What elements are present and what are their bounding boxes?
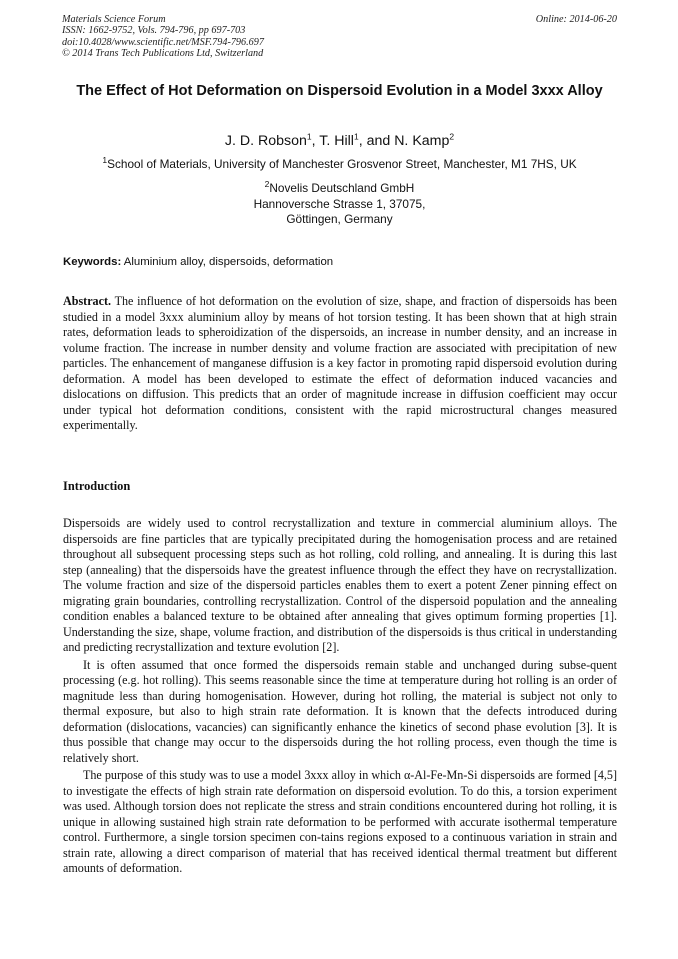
issn-line: ISSN: 1662-9752, Vols. 794-796, pp 697-703 [62, 25, 246, 37]
author-name: N. Kamp [394, 133, 450, 149]
doi-line: doi:10.4028/www.scientific.net/MSF.794-796.697 [62, 36, 264, 48]
affiliation-mark: 1 [102, 155, 108, 166]
keywords [63, 255, 618, 270]
author-name: J. D. Robson [224, 133, 307, 149]
section-heading-introduction: Introduction [63, 479, 131, 493]
author-separator: , [311, 133, 320, 149]
paper-title: The Effect of Hot Deformation on Dispersoid Evolution in a Model 3xxx Alloy [76, 83, 603, 99]
journal-name: Materials Science Forum [62, 14, 166, 25]
author-affiliation-mark: 1 [353, 131, 359, 142]
abstract-text: The influence of hot deformation on the evolution of size, shape, and fraction of dispersoids has been studied in a model 3xxx aluminium alloy by means of hot torsion testing. It has been shown that at high strain rates, deformation leads to spheroidization of the dispersoids, an increase in number density, and an increase in volume fraction. The increase in number density and volume fraction are associated with precipitation of new particles. The enhancement of manganese diffusion is a key factor in promoting rapid dispersoid evolution during deformation. A model has been developed to estimate the effect of deformation induced vacancies and dislocations on diffusion. This predicts that an order of magnitude increase in diffusion coefficient may occur under typical hot deformation conditions, consistent with the rapid microstructural changes measured experimentally. [63, 294, 617, 432]
affiliation-mark: 2 [264, 179, 270, 190]
author-affiliation-mark: 1 [306, 131, 312, 142]
abstract [63, 294, 617, 434]
intro-paragraph-2: It is often assumed that once formed the dispersoids remain stable and unchanged during subse-quent processing (e.g. hot rolling). This seems reasonable since the time at temperature during hot rolling is an order of magnitude less than during homogenisation. However, during hot rolling, the material is subject not only to thermal exposure, but also to high strain rate deformation. It is known that the defects introduced during deformation (dislocations, vacancies) can significantly enhance the kinetics of second phase evolution [3]. It is thus possible that change may occur to the dispersoids during the hot rolling process, even though the time is relatively short. [63, 657, 617, 765]
author-list [62, 132, 617, 150]
online-date: Online: 2014-06-20 [535, 14, 617, 25]
affiliation-text: School of Materials, University of Manchester Grosvenor Street, Manchester, M1 7HS, UK [107, 157, 577, 171]
affiliation-street: Hannoversche Strasse 1, 37075, [253, 196, 426, 211]
intro-paragraph-3: The purpose of this study was to use a model 3xxx alloy in which α-Al-Fe-Mn-Si dispersoids are formed [4,5] to investigate the effects of high strain rate deformation on dispersoid evolution. To do this, a torsion experiment was used. Although torsion does not replicate the stress and strain conditions encountered during hot rolling, it is unique in allowing sustained high strain rate deformation to be performed with accurate isothermal temperature control. Furthermore, a single torsion specimen con-tains regions exposed to a continuous variation in strain and strain rate, allowing a direct comparison of material that has received identical thermal treatment but different amounts of deformation. [63, 768, 617, 875]
intro-paragraph-1: Dispersoids are widely used to control recrystallization and texture in commercial aluminium alloys. The dispersoids are fine particles that are typically precipitated during the homogenisation process and are retained throughout all subsequent processing steps such as hot rolling, cold rolling, and annealing. It is during this last step (annealing) that the dispersoids have the greatest influence through the effect they have on recrystallization. The volume fraction and size of the dispersoid particles enables them to exert a potent Zener pinning effect on migrating grain boundaries, controlling recrystallization. Control of the dispersoid population and the annealing condition enables a balanced texture to be obtained after annealing that gives optimum forming properties [1]. Understanding the size, shape, volume fraction, and distribution of the dispersoids is thus critical in understanding and predicting recrystallization and texture evolution [2]. [63, 516, 617, 654]
affiliation-1 [62, 157, 617, 173]
copyright-line: © 2014 Trans Tech Publications Ltd, Switzerland [62, 48, 264, 60]
keywords-label: Keywords: [63, 256, 122, 268]
author-separator: , and [358, 133, 395, 149]
affiliation-city: Göttingen, Germany [286, 212, 393, 226]
abstract-label: Abstract. [63, 294, 112, 308]
author-name: T. Hill [319, 133, 354, 149]
journal-header [62, 14, 617, 60]
affiliation-company: Novelis Deutschland GmbH [269, 181, 415, 195]
keywords-text: Aluminium alloy, dispersoids, deformation [123, 256, 334, 268]
author-affiliation-mark: 2 [449, 131, 455, 142]
affiliation-2 [62, 181, 617, 228]
introduction-body [63, 516, 617, 879]
